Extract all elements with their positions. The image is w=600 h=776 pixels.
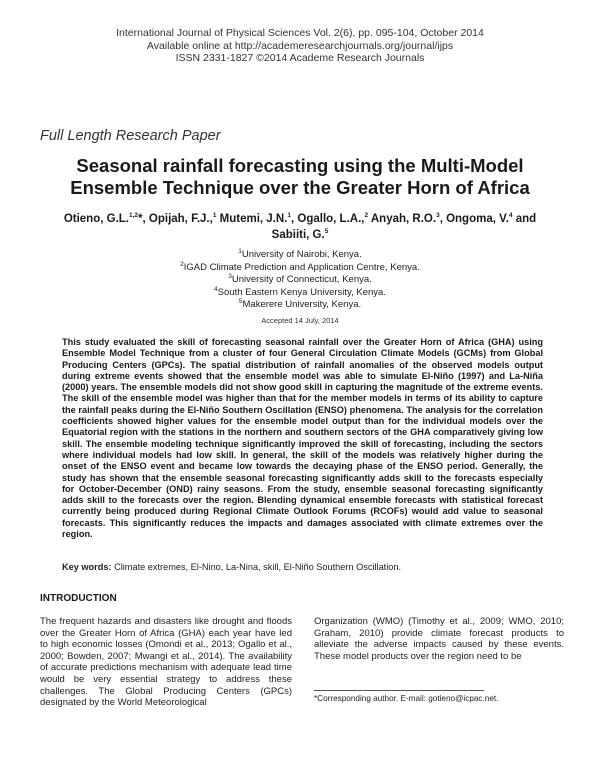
introduction-column-left: The frequent hazards and disasters like drought and floods over the Greater Horn of Africa (GHA) each year have led to high economic losses (Omondi et al., 2013; Ogallo et al., 2000; Bowden, 2007; Mwangi et al., 2014). The availability of accurate predictions mechanism with adequate lead time would be very essential strategy to address these challenges. The Global Producing Centers (GPCs) designated by the World Meteorological [40,616,292,709]
affiliation-sup: 4 [214,285,218,293]
author-affil-sup: 2 [364,212,369,220]
author-affil-sup: 4 [508,212,513,220]
journal-issn: ISSN 2331-1827 ©2014 Academe Research Journals [175,52,425,64]
author-affil-sup: 1,2 [128,212,139,220]
affiliation [40,274,560,287]
affiliations [40,249,560,312]
keywords [62,562,543,573]
section-heading-introduction: INTRODUCTION [40,593,117,604]
affiliation-text: South Eastern Kenya University, Kenya. [217,286,386,298]
author-name: , Ogallo, L.A., [291,213,365,225]
introduction-column-right: Organization (WMO) (Timothy et al., 2009; WMO, 2010; Graham, 2010) provide climate forecast products to alleviate the adverse impacts caused by these events. These model products over the region need to be [314,616,564,662]
author-name: Sabiiti, G. [271,229,325,241]
affiliation-sup: 1 [238,247,242,255]
affiliation-text: University of Nairobi, Kenya. [241,249,362,260]
journal-url[interactable]: Available online at http://academeresearchjournals.org/journal/ijps [146,39,454,52]
author-list [40,211,560,243]
affiliation [40,262,560,275]
affiliation-text: University of Connecticut, Kenya. [231,274,372,285]
abstract: This study evaluated the skill of forecasting seasonal rainfall over the Greater Horn of Africa (GHA) using Ensemble Model Technique from a cluster of four General Circulation Climate Models (GCMs) from Global Producing Centers (GPCs). The spatial distribution of rainfall anomalies of the observed models output during extreme events showed that the ensemble model was able to simulate El-Niño (1997) and La-Niña (2000) years. The ensemble models did not show good skill in capturing the magnitude of the extreme events. The skill of the ensemble model was higher than that for the member models in terms of its ability to capture the rainfall peaks during the El-Niño Southern Oscillation (ENSO) phenomena. The analysis for the correlation coefficients showed higher values for the ensemble model output than for the individual models over the Equatorial region with the stations in the northern and southern sectors of the GHA comparatively giving low skill. The ensemble modeling technique significantly improved the skill of forecasting, including the sectors where individual models had low skill. In general, the skill of the models was relatively higher during the onset of the ENSO event and became low towards the decaying phase of the ENSO period. Generally, the study has shown that the ensemble seasonal forecasting significantly adds skill to the forecasts especially for October-December (OND) rainy seasons. From the study, ensemble seasonal forecasting significantly adds skill to the forecasts over the region. Blending dynamical ensemble forecasts with statistical forecast currently being produced during Regional Climate Outlook Forums (RCOFs) would add value to seasonal forecasts. This significantly reduces the impacts and damages associated with climate extremes over the region. [62,337,543,540]
affiliation [40,287,560,300]
affiliation-text: Makerere University, Kenya. [242,299,362,310]
author-affil-sup: 1 [287,212,291,220]
author-name: Otieno, G.L. [63,213,129,225]
keywords-text: Climate extremes, El-Nino, La-Nina, skill, El-Niño Southern Oscillation. [111,562,402,572]
author-affil-sup: 1 [212,212,217,220]
author-name: Mutemi, J.N. [216,213,288,225]
accepted-date: Accepted 14 July, 2014 [261,316,339,325]
affiliation-sup: 2 [180,260,184,268]
author-affil-sup: 5 [324,228,329,236]
corresponding-author-footnote: *Corresponding author. E-mail: gotieno@icpac.net. [314,694,499,703]
author-affil-sup: 3 [436,212,440,220]
affiliation [40,249,560,262]
author-name: Opijah, F.J., [148,213,213,225]
affiliation-sup: 3 [228,272,232,280]
journal-citation: International Journal of Physical Sciences Vol. 2(6), pp. 095-104, October 2014 [116,27,484,39]
paper-type: Full Length Research Paper [40,128,221,144]
affiliation [40,299,560,312]
author-name: , Ongoma, V. [439,213,509,225]
journal-header [0,27,600,65]
author-separator: and [512,213,537,225]
affiliation-sup: 5 [238,297,243,305]
affiliation-text: IGAD Climate Prediction and Application Centre, Kenya. [183,261,420,273]
author-name: Anyah, R.O. [368,213,437,225]
keywords-label: Key words: [62,562,112,572]
corresponding-mark: *, [138,213,149,225]
footnote-divider [314,690,484,691]
paper-title: Seasonal rainfall forecasting using the Multi-Model Ensemble Technique over the Greater Horn of Africa [70,155,530,198]
